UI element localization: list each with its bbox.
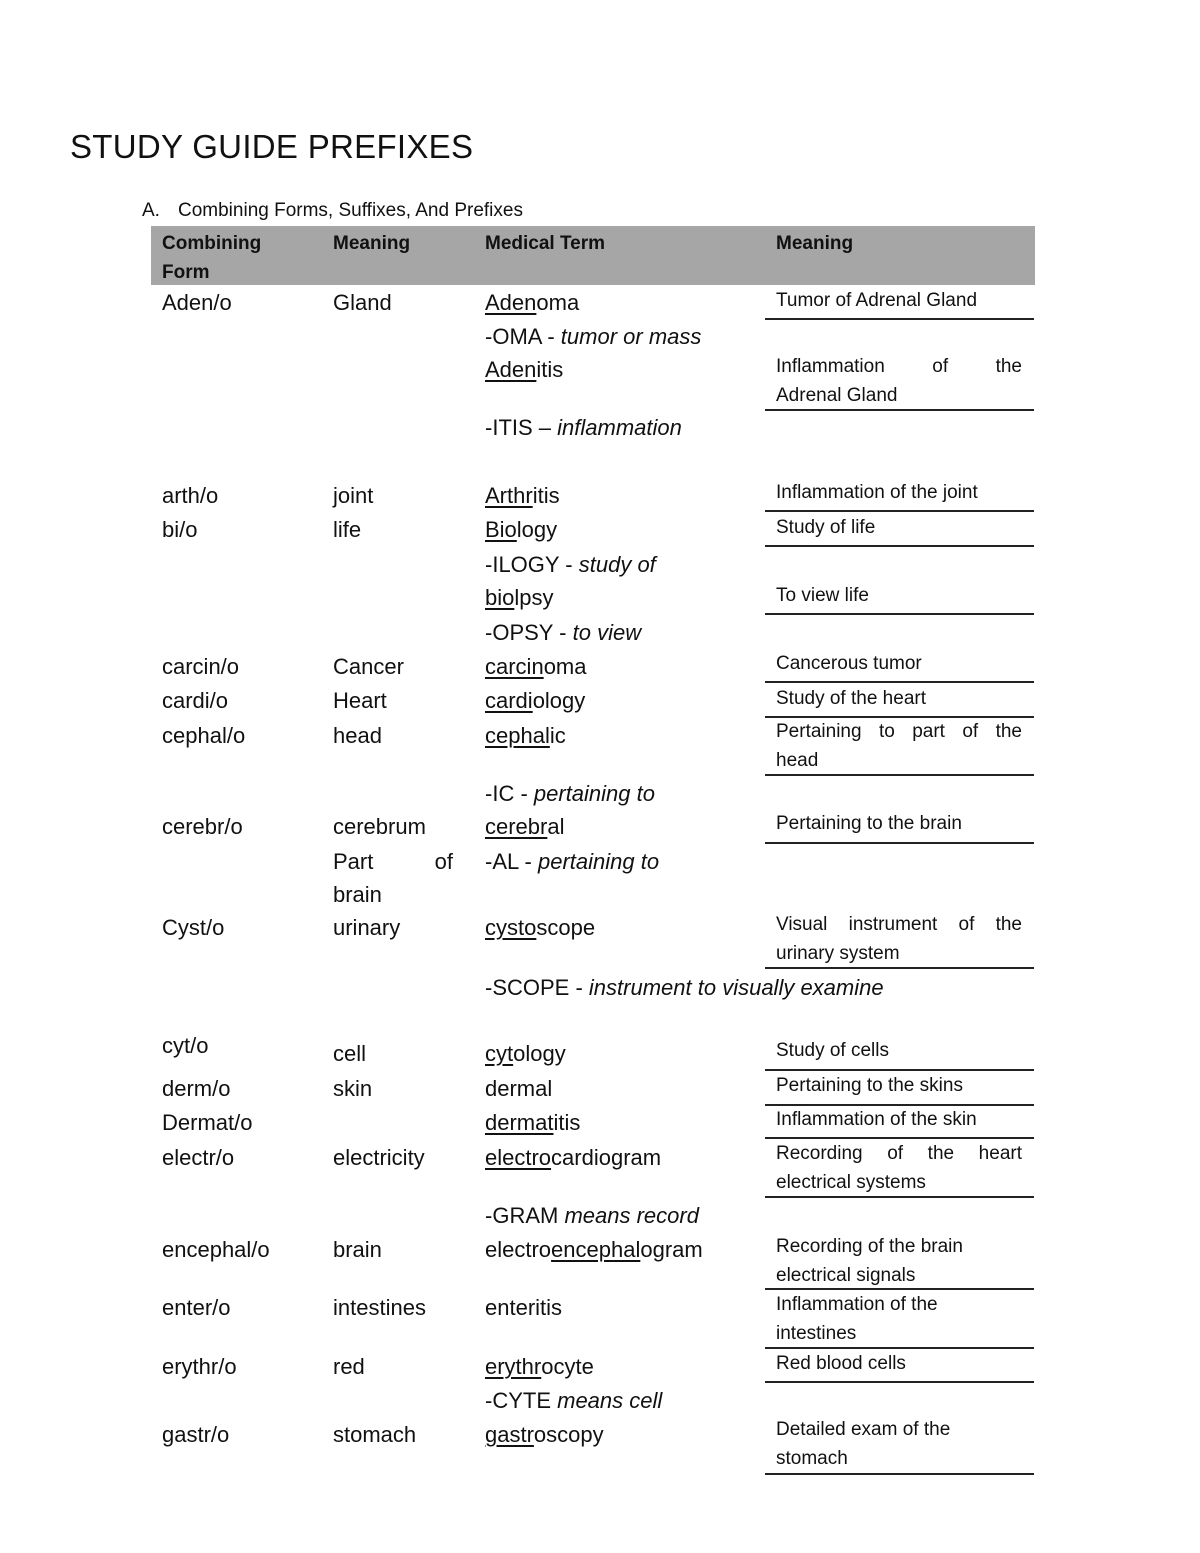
definition-text: To view life: [776, 585, 869, 606]
suffix-separator: -: [559, 552, 579, 577]
definition-text: Pertaining to the brain: [776, 813, 962, 834]
term-ending: ogram: [640, 1237, 703, 1262]
term-definition: [765, 1071, 1034, 1106]
suffix-name: -ITIS: [485, 415, 533, 440]
medical-term: [485, 684, 585, 717]
term-ending: ology: [513, 1041, 566, 1066]
combining-form: electr/o: [162, 1145, 235, 1170]
form-meaning: Gland: [333, 290, 392, 315]
term-ending: scope: [536, 915, 596, 940]
suffix-meaning: to view: [572, 620, 642, 645]
term-ending: itis: [536, 357, 564, 382]
term-ending: logy: [516, 517, 558, 542]
term-ending: al: [547, 814, 565, 839]
term-ending: itis: [532, 483, 560, 508]
combining-form: Cyst/o: [162, 915, 225, 940]
medical-term: [485, 581, 553, 614]
definition-text: Cancerous tumor: [776, 653, 922, 674]
term-root-underlined: Bio: [485, 517, 517, 542]
suffix-name: -OPSY: [485, 620, 554, 645]
term-definition: [765, 684, 1034, 718]
combining-form: Dermat/o: [162, 1110, 253, 1135]
medical-term: [485, 1141, 661, 1174]
suffix-name: -OMA: [485, 324, 542, 349]
term-root-underlined: dermat: [485, 1110, 554, 1135]
definition-text: Inflammation of the joint: [776, 482, 978, 503]
suffix-note: [485, 777, 655, 810]
term-prefix: electro: [485, 1237, 552, 1262]
suffix-meaning: inflammation: [557, 415, 682, 440]
term-definition: [765, 581, 1034, 615]
medical-term: [485, 479, 560, 512]
suffix-meaning: pertaining to: [533, 781, 655, 806]
medical-term: [485, 1072, 552, 1105]
medical-term: [485, 1106, 580, 1139]
definition-line1: Inflammation of the: [776, 1294, 938, 1315]
definition-line2: electrical signals: [776, 1265, 916, 1286]
definition-line1: Pertaining to part of the: [776, 721, 1022, 742]
header-medical-term: Medical Term: [485, 233, 606, 254]
definition-line2: head: [776, 750, 819, 771]
section-heading: [142, 200, 523, 222]
combining-form: carcin/o: [162, 654, 240, 679]
definition-line1: Inflammation of the: [776, 356, 1022, 377]
form-meaning: electricity: [333, 1145, 425, 1170]
term-root-underlined: Aden: [485, 290, 537, 315]
medical-term: [485, 650, 586, 683]
suffix-meaning: pertaining to: [537, 849, 660, 874]
suffix-note: [485, 616, 641, 649]
suffix-name: -IC: [485, 781, 515, 806]
term-definition: [765, 1232, 1034, 1290]
form-meaning: stomach: [333, 1422, 417, 1447]
medical-term: [485, 1233, 703, 1266]
suffix-name: -SCOPE: [485, 975, 570, 1000]
header-term-meaning: Meaning: [776, 233, 854, 254]
form-meaning: joint: [333, 483, 374, 508]
term-definition: [765, 1036, 1034, 1071]
definition-line2: electrical systems: [776, 1172, 926, 1193]
suffix-name: -GRAM: [485, 1203, 559, 1228]
term-root-underlined: gastr: [485, 1422, 534, 1447]
term-root-underlined: cyt: [485, 1041, 514, 1066]
definition-text: Study of life: [776, 517, 876, 538]
form-meaning-line2: brain: [333, 882, 382, 907]
definition-line2: urinary system: [776, 943, 900, 964]
definition-line2: intestines: [776, 1323, 857, 1344]
combining-form: cyt/o: [162, 1033, 209, 1058]
definition-line2: stomach: [776, 1448, 848, 1469]
suffix-note: [485, 1384, 662, 1417]
definition-text: Tumor of Adrenal Gland: [776, 290, 978, 311]
section-label: Combining Forms, Suffixes, And Prefixes: [178, 200, 523, 221]
term-root-underlined: Aden: [485, 357, 537, 382]
definition-text: Study of cells: [776, 1040, 889, 1061]
form-meaning: Cancer: [333, 654, 404, 679]
suffix-separator: -: [514, 781, 534, 806]
form-meaning: intestines: [333, 1295, 426, 1320]
term-ending: enteritis: [485, 1295, 563, 1320]
suffix-name: -CYTE: [485, 1388, 551, 1413]
term-definition: [765, 1290, 1034, 1349]
term-definition: [765, 910, 1034, 969]
form-meaning: Heart: [333, 688, 387, 713]
medical-term: [485, 810, 564, 843]
suffix-meaning: tumor or mass: [560, 324, 702, 349]
table-header: [151, 226, 1035, 285]
term-definition: [765, 1105, 1034, 1139]
term-ending: oma: [536, 290, 580, 315]
term-ending: ocyte: [541, 1354, 594, 1379]
suffix-note: [485, 548, 656, 581]
form-meaning-line1: Part of: [333, 849, 453, 874]
medical-term: [485, 513, 557, 546]
combining-form: erythr/o: [162, 1354, 237, 1379]
definition-line1: Recording of the heart: [776, 1143, 1022, 1164]
term-ending: ic: [549, 723, 566, 748]
definition-line1: Detailed exam of the: [776, 1419, 951, 1440]
term-definition: [765, 352, 1034, 411]
section-number: A.: [142, 200, 160, 221]
suffix-note: [485, 1199, 699, 1232]
combining-form: arth/o: [162, 483, 219, 508]
term-root-underlined: cardi: [485, 688, 533, 713]
term-definition: [765, 286, 1034, 320]
suffix-note: [485, 411, 682, 444]
term-root-underlined: cephal: [485, 723, 550, 748]
term-definition: [765, 717, 1034, 776]
term-ending: lpsy: [514, 585, 554, 610]
term-definition: [765, 1139, 1034, 1198]
term-ending: oscopy: [533, 1422, 604, 1447]
combining-form: gastr/o: [162, 1422, 230, 1447]
medical-term: [485, 1350, 594, 1383]
medical-term: [485, 1418, 604, 1451]
term-root-underlined: cysto: [485, 915, 537, 940]
suffix-separator: -: [569, 975, 589, 1000]
suffix-note: [485, 971, 884, 1004]
term-root-underlined: cerebr: [485, 814, 548, 839]
term-ending: ology: [532, 688, 586, 713]
form-meaning: brain: [333, 1237, 382, 1262]
term-definition: [765, 1415, 1034, 1475]
combining-form: cerebr/o: [162, 814, 243, 839]
term-definition: [765, 478, 1034, 512]
suffix-name: -AL: [485, 849, 519, 874]
combining-form: bi/o: [162, 517, 198, 542]
form-meaning: cerebrum: [333, 814, 426, 839]
suffix-name: -ILOGY: [485, 552, 560, 577]
term-ending: dermal: [485, 1076, 553, 1101]
suffix-separator: -: [553, 620, 573, 645]
combining-form: cardi/o: [162, 688, 229, 713]
term-root-underlined: encephal: [551, 1237, 641, 1262]
definition-text: Red blood cells: [776, 1353, 906, 1374]
term-root-underlined: bio: [485, 585, 515, 610]
suffix-note: [485, 845, 659, 878]
term-definition: [765, 809, 1034, 844]
combining-form: derm/o: [162, 1076, 231, 1101]
term-definition: [765, 513, 1034, 547]
term-ending: cardiogram: [551, 1145, 662, 1170]
header-combining-form: Combining Form: [162, 233, 262, 283]
medical-term: [485, 1291, 562, 1324]
form-meaning: cell: [333, 1041, 367, 1066]
suffix-separator: -: [518, 849, 538, 874]
suffix-meaning: study of: [578, 552, 656, 577]
medical-term: [485, 1037, 566, 1070]
definition-text: Study of the heart: [776, 688, 926, 709]
suffix-note: [485, 320, 701, 353]
suffix-meaning: means record: [564, 1203, 699, 1228]
form-meaning: skin: [333, 1076, 373, 1101]
term-ending: oma: [543, 654, 587, 679]
form-meaning: [333, 845, 453, 911]
form-meaning: life: [333, 517, 362, 542]
combining-form: encephal/o: [162, 1237, 270, 1262]
page-title: STUDY GUIDE PREFIXES: [70, 128, 474, 165]
medical-term: [485, 911, 595, 944]
suffix-separator: –: [532, 415, 558, 440]
definition-text: Inflammation of the skin: [776, 1109, 977, 1130]
term-root-underlined: erythr: [485, 1354, 542, 1379]
combining-form: cephal/o: [162, 723, 246, 748]
definition-text: Pertaining to the skins: [776, 1075, 963, 1096]
form-meaning: head: [333, 723, 382, 748]
medical-term: [485, 286, 579, 319]
term-root-underlined: Arthr: [485, 483, 533, 508]
suffix-meaning: instrument to visually examine: [588, 975, 884, 1000]
form-meaning: urinary: [333, 915, 401, 940]
definition-line1: Visual instrument of the: [776, 914, 1022, 935]
definition-line2: Adrenal Gland: [776, 385, 898, 406]
combining-form: Aden/o: [162, 290, 232, 315]
suffix-meaning: means cell: [557, 1388, 663, 1413]
combining-form: enter/o: [162, 1295, 231, 1320]
medical-term: [485, 353, 563, 386]
term-definition: [765, 649, 1034, 683]
term-root-underlined: carcin: [485, 654, 544, 679]
definition-line1: Recording of the brain: [776, 1236, 963, 1257]
form-meaning: red: [333, 1354, 365, 1379]
medical-term: [485, 719, 566, 752]
term-root-underlined: electro: [485, 1145, 552, 1170]
term-ending: itis: [553, 1110, 581, 1135]
suffix-separator: -: [541, 324, 561, 349]
header-meaning: Meaning: [333, 233, 411, 254]
term-definition: [765, 1349, 1034, 1383]
